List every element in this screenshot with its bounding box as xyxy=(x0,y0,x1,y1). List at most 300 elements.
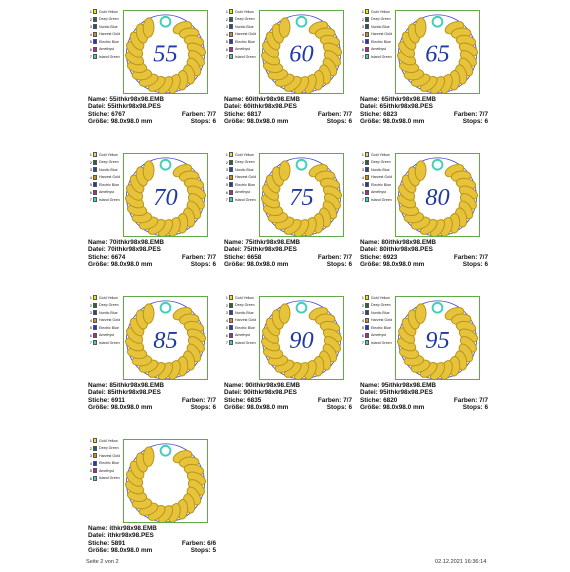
color-swatch xyxy=(229,47,233,52)
design-stitches: 6911 xyxy=(111,396,125,404)
hanger-hole-icon xyxy=(161,446,171,456)
design-stitches: 6658 xyxy=(247,253,262,261)
color-swatch xyxy=(365,197,369,202)
legend-number: 4 xyxy=(361,317,364,323)
wreath-design xyxy=(124,440,207,522)
name-label: Name: xyxy=(360,96,380,103)
legend-number: 7 xyxy=(89,340,92,346)
color-swatch xyxy=(229,325,233,330)
color-swatch xyxy=(365,340,369,345)
name-label: Name: xyxy=(224,382,244,389)
name-label: Name: xyxy=(360,382,380,389)
legend-color-name: Electric Blue xyxy=(99,461,119,466)
size-label: Größe: xyxy=(88,118,109,126)
design-stops: 6 xyxy=(348,118,352,126)
color-swatch xyxy=(365,167,369,172)
name-row xyxy=(224,96,352,103)
stops-label: Stops: xyxy=(190,404,211,412)
colors-label: Farben: xyxy=(181,539,206,547)
design-number: 70 xyxy=(153,183,178,211)
file-label: Datei: xyxy=(360,389,378,397)
design-card xyxy=(88,8,218,143)
legend-color-name: Amethyst xyxy=(99,333,114,338)
color-swatch xyxy=(229,39,233,44)
legend-color-name: Gold Yellow xyxy=(371,295,390,300)
legend-number: 6 xyxy=(225,189,228,195)
legend-number: 7 xyxy=(361,54,364,60)
legend-number: 4 xyxy=(225,174,228,180)
stops-label: Stops: xyxy=(190,261,211,269)
design-colors: 6/6 xyxy=(207,539,216,547)
legend-number: 5 xyxy=(361,39,364,45)
hanger-hole-icon xyxy=(433,17,443,27)
legend-number: 6 xyxy=(361,189,364,195)
color-swatch xyxy=(365,54,369,59)
stops-label: Stops: xyxy=(326,404,347,412)
legend-number: 2 xyxy=(89,16,92,22)
color-swatch xyxy=(229,310,233,315)
colors-label: Farben: xyxy=(181,396,206,404)
color-swatch xyxy=(93,197,97,202)
legend-color-name: Amethyst xyxy=(235,333,250,338)
color-swatch xyxy=(365,32,369,37)
legend-number: 4 xyxy=(89,460,92,466)
legend-color-name: Harvest Gold xyxy=(99,175,120,180)
legend-number: 3 xyxy=(225,167,228,173)
design-colors: 7/7 xyxy=(479,110,488,118)
color-swatch xyxy=(93,160,97,165)
colors-label: Farben: xyxy=(453,396,478,404)
legend-color-name: Gold Yellow xyxy=(235,295,254,300)
legend-color-name: Harvest Gold xyxy=(235,318,256,323)
size-label: Größe: xyxy=(88,261,109,269)
color-swatch xyxy=(93,340,97,345)
legend-color-name: Gold Yellow xyxy=(99,295,118,300)
color-swatch xyxy=(229,9,233,14)
color-swatch xyxy=(365,175,369,180)
legend-number: 6 xyxy=(361,46,364,52)
legend-color-name: Deep Green xyxy=(371,160,391,165)
legend-color-name: Amethyst xyxy=(371,333,386,338)
legend-number: 3 xyxy=(89,24,92,30)
legend-number: 5 xyxy=(225,39,228,45)
stitches-label: Stiche: xyxy=(88,110,110,118)
design-size: 98.0x98.0 mm xyxy=(110,261,153,269)
wreath-design xyxy=(396,11,479,93)
stitches-row xyxy=(88,254,216,261)
legend-color-name: Electric Blue xyxy=(371,182,391,187)
design-card xyxy=(88,151,218,286)
legend-color-name: Electric Blue xyxy=(235,182,255,187)
legend-number: 4 xyxy=(89,317,92,323)
hanger-hole-icon xyxy=(433,160,443,170)
name-row xyxy=(224,382,352,389)
legend-color-name: Electric Blue xyxy=(99,182,119,187)
color-swatch xyxy=(365,9,369,14)
design-size: 98.0x98.0 mm xyxy=(110,118,153,126)
design-size: 98.0x98.0 mm xyxy=(382,261,425,269)
legend-number: 3 xyxy=(89,167,92,173)
color-swatch xyxy=(365,47,369,52)
legend-number: 6 xyxy=(361,332,364,338)
colors-label: Farben: xyxy=(453,110,478,118)
legend-color-name: Gold Yellow xyxy=(99,152,118,157)
legend-number: 7 xyxy=(361,340,364,346)
legend-color-name: Deep Green xyxy=(371,17,391,22)
design-name: 85ithkr98x98.EMB xyxy=(109,382,165,389)
legend-number: 2 xyxy=(225,16,228,22)
design-number: 90 xyxy=(289,326,314,354)
design-frame xyxy=(395,296,480,380)
legend-number: 3 xyxy=(89,453,92,459)
design-info xyxy=(360,239,488,269)
design-size: 98.0x98.0 mm xyxy=(246,118,289,126)
file-row xyxy=(224,103,352,110)
design-stitches: 5891 xyxy=(111,539,126,547)
color-swatch xyxy=(229,175,233,180)
design-stitches: 6835 xyxy=(247,396,262,404)
design-frame xyxy=(123,439,208,523)
design-card xyxy=(360,294,490,429)
legend-number: 7 xyxy=(225,340,228,346)
legend-color-name: Harvest Gold xyxy=(99,32,120,37)
design-file: 95ithkr98x98.PES xyxy=(379,389,433,397)
legend-color-name: Gold Yellow xyxy=(371,152,390,157)
wreath-design xyxy=(124,154,207,236)
color-swatch xyxy=(93,182,97,187)
color-swatch xyxy=(93,318,97,323)
design-info xyxy=(88,96,216,126)
legend-number: 5 xyxy=(361,182,364,188)
legend-color-name: Amethyst xyxy=(235,190,250,195)
color-swatch xyxy=(229,190,233,195)
footer-datetime: 02.12.2021 16:36:14 xyxy=(435,559,487,565)
legend-number: 2 xyxy=(361,302,364,308)
legend-number: 6 xyxy=(89,46,92,52)
legend-number: 7 xyxy=(89,54,92,60)
design-number: 65 xyxy=(425,40,450,68)
color-swatch xyxy=(365,160,369,165)
legend-number: 5 xyxy=(361,325,364,331)
name-label: Name: xyxy=(88,239,108,246)
color-swatch xyxy=(93,295,97,300)
design-colors: 7/7 xyxy=(343,396,352,404)
legend-color-name: Nordic Blue xyxy=(371,310,390,315)
legend-color-name: Island Green xyxy=(235,197,256,202)
design-name: 70ithkr98x98.EMB xyxy=(109,239,165,246)
stitches-label: Stiche: xyxy=(88,253,110,261)
stitches-row xyxy=(224,111,352,118)
size-row xyxy=(88,261,216,268)
design-size: 98.0x98.0 mm xyxy=(382,404,425,412)
wreath-design xyxy=(260,154,343,236)
file-label: Datei: xyxy=(360,246,378,254)
design-number: 60 xyxy=(289,40,314,68)
design-file: 70ithkr98x98.PES xyxy=(107,246,161,254)
hanger-hole-icon xyxy=(297,17,307,27)
name-row xyxy=(360,382,488,389)
design-stops: 6 xyxy=(212,261,216,269)
file-label: Datei: xyxy=(224,246,242,254)
legend-number: 3 xyxy=(89,310,92,316)
stitches-row xyxy=(88,540,216,547)
legend-color-name: Island Green xyxy=(371,197,392,202)
color-swatch xyxy=(229,160,233,165)
legend-number: 2 xyxy=(89,445,92,451)
legend-number: 3 xyxy=(361,167,364,173)
design-name: 65ithkr98x98.EMB xyxy=(381,96,437,103)
design-info xyxy=(88,525,216,555)
file-label: Datei: xyxy=(88,532,106,540)
name-label: Name: xyxy=(224,239,244,246)
color-swatch xyxy=(365,182,369,187)
size-label: Größe: xyxy=(224,118,245,126)
stitches-row xyxy=(360,397,488,404)
color-swatch xyxy=(229,167,233,172)
design-number: 80 xyxy=(425,183,450,211)
color-swatch xyxy=(93,438,97,443)
color-swatch xyxy=(365,310,369,315)
legend-number: 1 xyxy=(225,295,228,301)
legend-color-name: Harvest Gold xyxy=(371,318,392,323)
color-swatch xyxy=(93,17,97,22)
design-number: 75 xyxy=(289,183,314,211)
design-stitches: 6674 xyxy=(111,253,126,261)
legend-color-name: Gold Yellow xyxy=(235,9,254,14)
color-swatch xyxy=(93,333,97,338)
legend-number: 7 xyxy=(89,197,92,203)
design-file: ithkr98x98.PES xyxy=(107,532,154,540)
color-swatch xyxy=(365,333,369,338)
design-file: 75ithkr98x98.PES xyxy=(243,246,297,254)
file-label: Datei: xyxy=(88,246,106,254)
color-swatch xyxy=(93,167,97,172)
legend-color-name: Electric Blue xyxy=(235,39,255,44)
design-stitches: 6767 xyxy=(111,110,126,118)
size-row xyxy=(224,404,352,411)
legend-number: 1 xyxy=(361,152,364,158)
file-row xyxy=(88,103,216,110)
color-swatch xyxy=(365,318,369,323)
size-row xyxy=(360,261,488,268)
legend-color-name: Harvest Gold xyxy=(235,175,256,180)
legend-number: 1 xyxy=(89,9,92,15)
legend-color-name: Island Green xyxy=(235,54,256,59)
file-row xyxy=(360,246,488,253)
design-stops: 6 xyxy=(212,404,216,412)
name-row xyxy=(360,239,488,246)
design-info xyxy=(224,96,352,126)
colors-label: Farben: xyxy=(181,253,206,261)
stitches-row xyxy=(88,111,216,118)
color-swatch xyxy=(229,333,233,338)
design-file: 65ithkr98x98.PES xyxy=(379,103,433,111)
legend-number: 5 xyxy=(89,468,92,474)
legend-color-name: Nordic Blue xyxy=(371,24,390,29)
legend-color-name: Electric Blue xyxy=(235,325,255,330)
size-row xyxy=(224,118,352,125)
stops-label: Stops: xyxy=(326,118,347,126)
color-swatch xyxy=(365,295,369,300)
color-swatch xyxy=(93,152,97,157)
color-swatch xyxy=(365,24,369,29)
color-swatch xyxy=(93,54,97,59)
stitches-label: Stiche: xyxy=(224,396,246,404)
legend-number: 2 xyxy=(89,302,92,308)
legend-number: 5 xyxy=(89,182,92,188)
footer-page: Seite 2 von 2 xyxy=(86,559,119,565)
design-stitches: 6923 xyxy=(383,253,398,261)
design-name: 80ithkr98x98.EMB xyxy=(381,239,437,246)
legend-color-name: Harvest Gold xyxy=(99,453,120,458)
legend-color-name: Nordic Blue xyxy=(99,167,118,172)
size-label: Größe: xyxy=(360,261,381,269)
stops-label: Stops: xyxy=(190,547,211,555)
legend-color-name: Island Green xyxy=(371,54,392,59)
file-row xyxy=(88,532,216,539)
design-info xyxy=(360,96,488,126)
legend-number: 4 xyxy=(225,31,228,37)
stitches-label: Stiche: xyxy=(88,539,110,547)
color-swatch xyxy=(93,47,97,52)
stitches-label: Stiche: xyxy=(360,110,382,118)
design-size: 98.0x98.0 mm xyxy=(110,404,153,412)
design-stops: 6 xyxy=(348,404,352,412)
design-stitches: 6820 xyxy=(383,396,398,404)
file-row xyxy=(360,389,488,396)
legend-color-name: Amethyst xyxy=(99,47,114,52)
legend-number: 6 xyxy=(89,189,92,195)
legend-color-name: Electric Blue xyxy=(99,39,119,44)
legend-number: 2 xyxy=(361,16,364,22)
design-info xyxy=(88,239,216,269)
design-name: 55ithkr98x98.EMB xyxy=(109,96,165,103)
legend-number: 5 xyxy=(225,182,228,188)
design-size: 98.0x98.0 mm xyxy=(382,118,425,126)
color-swatch xyxy=(93,453,97,458)
design-file: 60ithkr98x98.PES xyxy=(243,103,297,111)
wreath-design xyxy=(124,297,207,379)
color-swatch xyxy=(93,446,97,451)
design-colors: 7/7 xyxy=(479,253,488,261)
legend-color-name: Island Green xyxy=(371,340,392,345)
design-card xyxy=(88,437,218,572)
color-swatch xyxy=(93,325,97,330)
legend-number: 1 xyxy=(225,9,228,15)
design-frame xyxy=(395,10,480,94)
name-row xyxy=(88,525,216,532)
stitches-label: Stiche: xyxy=(224,110,246,118)
name-label: Name: xyxy=(88,96,108,103)
size-row xyxy=(360,118,488,125)
design-stops: 6 xyxy=(212,118,216,126)
design-number: 85 xyxy=(153,326,178,354)
design-colors: 7/7 xyxy=(479,396,488,404)
stitches-label: Stiche: xyxy=(360,396,382,404)
design-card xyxy=(224,8,354,143)
file-label: Datei: xyxy=(224,103,242,111)
color-swatch xyxy=(365,190,369,195)
legend-number: 4 xyxy=(361,31,364,37)
wreath-design xyxy=(124,11,207,93)
color-swatch xyxy=(229,182,233,187)
legend-color-name: Island Green xyxy=(99,197,120,202)
hanger-hole-icon xyxy=(297,160,307,170)
design-info xyxy=(360,382,488,412)
stops-label: Stops: xyxy=(190,118,211,126)
design-card xyxy=(360,151,490,286)
colors-label: Farben: xyxy=(317,110,342,118)
stitches-label: Stiche: xyxy=(224,253,246,261)
stops-label: Stops: xyxy=(462,261,483,269)
size-label: Größe: xyxy=(360,404,381,412)
design-size: 98.0x98.0 mm xyxy=(246,261,289,269)
design-stitches: 6817 xyxy=(247,110,262,118)
stitches-row xyxy=(224,397,352,404)
legend-color-name: Harvest Gold xyxy=(235,32,256,37)
legend-number: 1 xyxy=(361,295,364,301)
colors-label: Farben: xyxy=(181,110,206,118)
stops-label: Stops: xyxy=(462,118,483,126)
hanger-hole-icon xyxy=(161,303,171,313)
hanger-hole-icon xyxy=(161,160,171,170)
color-swatch xyxy=(93,32,97,37)
design-name: ithkr98x98.EMB xyxy=(109,525,157,532)
color-swatch xyxy=(93,461,97,466)
hanger-hole-icon xyxy=(161,17,171,27)
color-swatch xyxy=(93,476,97,481)
color-swatch xyxy=(365,39,369,44)
wreath-design xyxy=(396,297,479,379)
name-row xyxy=(360,96,488,103)
color-swatch xyxy=(229,152,233,157)
legend-color-name: Amethyst xyxy=(99,468,114,473)
legend-color-name: Island Green xyxy=(235,340,256,345)
legend-color-name: Deep Green xyxy=(99,446,119,451)
design-frame xyxy=(259,153,344,237)
legend-number: 6 xyxy=(89,332,92,338)
design-frame xyxy=(123,10,208,94)
legend-number: 1 xyxy=(225,152,228,158)
legend-color-name: Gold Yellow xyxy=(99,9,118,14)
color-swatch xyxy=(93,190,97,195)
legend-number: 5 xyxy=(89,325,92,331)
legend-number: 4 xyxy=(89,174,92,180)
legend-number: 3 xyxy=(361,310,364,316)
legend-color-name: Nordic Blue xyxy=(99,310,118,315)
legend-number: 7 xyxy=(225,197,228,203)
design-frame xyxy=(259,10,344,94)
color-swatch xyxy=(93,39,97,44)
legend-color-name: Deep Green xyxy=(235,160,255,165)
file-row xyxy=(224,389,352,396)
design-info xyxy=(224,239,352,269)
design-colors: 7/7 xyxy=(207,110,216,118)
legend-number: 6 xyxy=(225,46,228,52)
size-row xyxy=(360,404,488,411)
legend-number: 6 xyxy=(89,475,92,481)
stitches-label: Stiche: xyxy=(360,253,382,261)
design-stitches: 6823 xyxy=(383,110,398,118)
stops-label: Stops: xyxy=(462,404,483,412)
color-swatch xyxy=(365,303,369,308)
color-swatch xyxy=(229,318,233,323)
wreath-design xyxy=(260,11,343,93)
design-card xyxy=(224,294,354,429)
design-info xyxy=(224,382,352,412)
legend-color-name: Deep Green xyxy=(371,303,391,308)
color-swatch xyxy=(93,468,97,473)
